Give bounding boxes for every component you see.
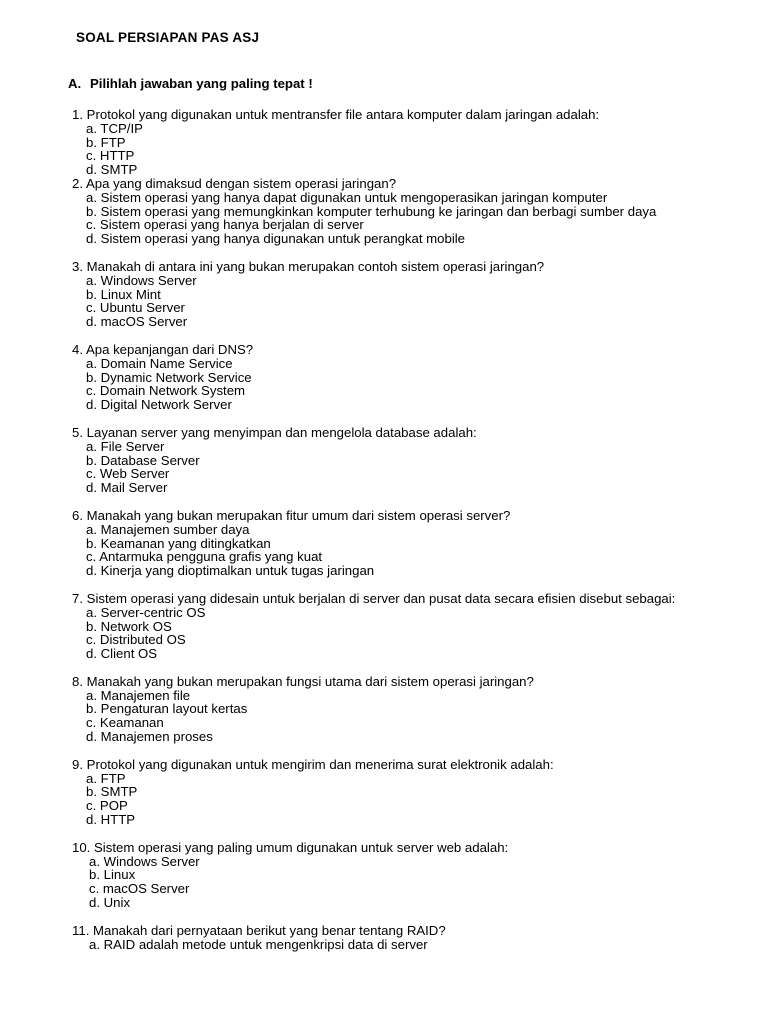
question-statement: Apa kepanjangan dari DNS? <box>85 341 254 357</box>
answer-option: b. Network OS <box>86 618 172 634</box>
question-statement: Manakah di antara ini yang bukan merupakan contoh sistem operasi jaringan? <box>86 258 545 274</box>
answer-option: b. FTP <box>86 134 126 150</box>
answer-option: a. RAID adalah metode untuk mengenkripsi data di server <box>89 936 428 952</box>
answer-option: b. Sistem operasi yang memungkinkan komputer terhubung ke jaringan dan berbagi sumber daya <box>86 203 657 219</box>
option-list <box>72 122 732 177</box>
question-statement: Protokol yang digunakan untuk mengirim dan menerima surat elektronik adalah: <box>86 756 554 772</box>
answer-option: a. Manajemen sumber daya <box>86 521 250 537</box>
question-item <box>72 343 732 412</box>
question-item <box>72 758 732 827</box>
question-item <box>72 675 732 744</box>
question-text <box>72 177 732 191</box>
question-text <box>72 675 732 689</box>
question-item <box>72 177 732 246</box>
option-list <box>72 357 732 412</box>
answer-option: b. Database Server <box>86 452 200 468</box>
option-list <box>72 523 732 578</box>
answer-option: d. Digital Network Server <box>86 397 232 413</box>
option-list <box>72 606 732 661</box>
document-title: SOAL PERSIAPAN PAS ASJ <box>76 30 260 45</box>
question-text <box>72 924 732 938</box>
answer-option: b. Linux <box>89 867 136 883</box>
answer-option: a. Domain Name Service <box>86 355 233 371</box>
answer-option: a. Manajemen file <box>86 687 191 703</box>
question-statement: Manakah dari pernyataan berikut yang benar tentang RAID? <box>93 922 446 938</box>
question-text <box>72 343 732 357</box>
question-item <box>72 426 732 495</box>
question-statement: Sistem operasi yang didesain untuk berjalan di server dan pusat data secara efisien disebut sebagai: <box>86 590 676 606</box>
answer-option: a. Server-centric OS <box>86 604 206 620</box>
answer-option: b. Pengaturan layout kertas <box>86 701 248 717</box>
answer-option: a. TCP/IP <box>86 120 143 136</box>
answer-option: d. HTTP <box>86 812 136 828</box>
answer-option: a. FTP <box>86 770 126 786</box>
question-number: 2. <box>72 175 83 191</box>
answer-option: a. Sistem operasi yang hanya dapat digunakan untuk mengoperasikan jaringan komputer <box>86 189 608 205</box>
question-item <box>72 592 732 661</box>
answer-option: c. POP <box>86 798 128 814</box>
answer-option: b. Keamanan yang ditingkatkan <box>86 535 271 551</box>
answer-option: d. Mail Server <box>86 480 168 496</box>
answer-option: a. File Server <box>86 438 165 454</box>
section-letter: A. <box>68 76 82 91</box>
section-instruction: Pilihlah jawaban yang paling tepat ! <box>90 76 313 91</box>
answer-option: c. Sistem operasi yang hanya berjalan di server <box>86 217 364 233</box>
answer-option: c. Distributed OS <box>86 632 186 648</box>
option-list <box>72 440 732 495</box>
option-list <box>72 772 732 827</box>
answer-option: a. Windows Server <box>89 853 200 869</box>
question-number: 3. <box>72 258 83 274</box>
answer-option: a. Windows Server <box>86 272 197 288</box>
option-list <box>72 855 732 910</box>
answer-option: c. HTTP <box>86 148 135 164</box>
question-list <box>72 108 732 951</box>
section-heading <box>68 76 313 91</box>
option-list <box>72 938 732 952</box>
question-text <box>72 509 732 523</box>
question-item <box>72 509 732 578</box>
answer-option: d. macOS Server <box>86 314 188 330</box>
answer-option: c. macOS Server <box>89 881 190 897</box>
answer-option: b. Dynamic Network Service <box>86 369 252 385</box>
question-item <box>72 260 732 329</box>
answer-option: d. SMTP <box>86 162 138 178</box>
question-statement: Apa yang dimaksud dengan sistem operasi jaringan? <box>85 175 397 191</box>
question-number: 8. <box>72 673 83 689</box>
question-number: 7. <box>72 590 83 606</box>
answer-option: d. Client OS <box>86 646 158 662</box>
option-list <box>72 689 732 744</box>
question-number: 4. <box>72 341 83 357</box>
question-text <box>72 108 732 122</box>
question-number: 10. <box>72 839 91 855</box>
answer-option: d. Sistem operasi yang hanya digunakan untuk perangkat mobile <box>86 231 466 247</box>
question-text <box>72 841 732 855</box>
answer-option: c. Ubuntu Server <box>86 300 185 316</box>
question-number: 9. <box>72 756 83 772</box>
question-text <box>72 592 732 606</box>
question-statement: Sistem operasi yang paling umum digunakan untuk server web adalah: <box>94 839 509 855</box>
question-statement: Manakah yang bukan merupakan fungsi utama dari sistem operasi jaringan? <box>86 673 534 689</box>
question-statement: Layanan server yang menyimpan dan mengelola database adalah: <box>86 424 477 440</box>
question-number: 1. <box>72 107 83 122</box>
question-text <box>72 426 732 440</box>
question-number: 11. <box>72 922 90 938</box>
option-list <box>72 191 732 246</box>
question-number: 6. <box>72 507 83 523</box>
answer-option: b. Linux Mint <box>86 286 161 302</box>
answer-option: c. Antarmuka pengguna grafis yang kuat <box>86 549 323 565</box>
answer-option: c. Domain Network System <box>86 383 246 399</box>
question-item <box>72 924 732 952</box>
question-number: 5. <box>72 424 83 440</box>
question-item <box>72 108 732 177</box>
option-list <box>72 274 732 329</box>
answer-option: d. Kinerja yang dioptimalkan untuk tugas jaringan <box>86 563 375 579</box>
question-text <box>72 260 732 274</box>
answer-option: c. Keamanan <box>86 715 164 731</box>
question-statement: Protokol yang digunakan untuk mentransfer file antara komputer dalam jaringan adalah: <box>86 107 600 122</box>
question-text <box>72 758 732 772</box>
question-item <box>72 841 732 910</box>
answer-option: c. Web Server <box>86 466 170 482</box>
answer-option: d. Unix <box>89 895 131 911</box>
answer-option: d. Manajemen proses <box>86 729 213 745</box>
question-statement: Manakah yang bukan merupakan fitur umum dari sistem operasi server? <box>86 507 511 523</box>
answer-option: b. SMTP <box>86 784 138 800</box>
